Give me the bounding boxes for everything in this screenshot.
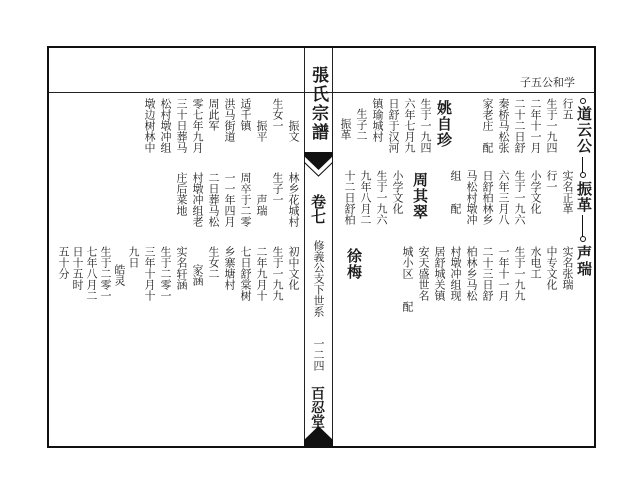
spine-title: 張氏宗譜	[308, 66, 328, 142]
shengrui-line-2: 中专文化	[545, 246, 558, 290]
spine-subtitle: 修義公支下世系	[312, 240, 325, 317]
left-upper-col-6: 周此军	[207, 98, 220, 131]
left-lower-col-7: 家涵	[191, 264, 204, 286]
left-lower-col-11: 九日	[127, 246, 140, 268]
left-upper-col-8: 三十日葬马	[175, 98, 188, 153]
zhenge-line-4: 生于一九六	[513, 170, 526, 225]
left-lower-col-8: 实名轩涵	[175, 246, 188, 290]
daoyun-line-6: 家老庄 配	[481, 98, 494, 153]
shengrui-line-4: 生于一九九	[513, 246, 526, 301]
left-mid-col-2: 生子一	[271, 172, 284, 205]
spine-volume: 卷七	[309, 194, 327, 224]
left-lower-col-1: 初中文化	[287, 246, 300, 290]
daoyun-line-3: 二年十一月	[529, 98, 542, 153]
daoyun-line-4: 二十二日舒	[513, 98, 526, 153]
zhouqicui-line-1: 小学文化	[391, 170, 404, 214]
left-lower-col-4: 七日舒棠树	[239, 246, 252, 301]
daoyun-line-1: 行五	[561, 98, 574, 120]
shengrui-line-9: 居舒城关镇	[433, 246, 446, 301]
person-name-zhenge: 振革	[575, 181, 593, 213]
shengrui-line-5: 一年十一月	[497, 246, 510, 301]
left-mid-col-5: 一一年四月	[223, 172, 236, 227]
left-upper-col-1: 振文	[287, 120, 300, 142]
yaozizhen-line-4: 镇瑜城村	[371, 98, 384, 142]
zhenge-line-5: 六年三月八	[497, 170, 510, 225]
shengrui-line-6: 二十三日舒	[481, 246, 494, 301]
person-name-daoyun: 道云公	[575, 106, 593, 154]
left-lower-col-12: 皓灵	[113, 264, 126, 286]
left-upper-col-10: 墩边树林中	[143, 98, 156, 153]
zhouqicui-line-3: 九年八月二	[359, 170, 372, 225]
yaozizhen-line-3: 日舒于汉河	[387, 98, 400, 153]
yaozizhen-line-2: 六年七月九	[403, 98, 416, 153]
spine-fishtail-top	[304, 152, 333, 186]
left-lower-col-9: 生于二零一	[159, 246, 172, 301]
left-lower-col-16: 五十分	[57, 246, 70, 279]
spine-right-line	[332, 48, 333, 446]
node-ring-zhenge	[580, 172, 586, 178]
shengrui-line-3: 水电工	[529, 246, 542, 279]
zhouqicui-line-2: 生于一九六	[375, 170, 388, 225]
daoyun-line-2: 生于一九四	[545, 98, 558, 153]
zhenge-line-8: 组 配	[449, 170, 462, 214]
spouse-name-yaozizhen: 姚自珍	[435, 100, 453, 148]
left-mid-col-4: 周卒于二零	[239, 172, 252, 227]
spouse-name-zhouqicui: 周其翠	[411, 172, 429, 220]
yaozizhen-line-1: 生于一九四	[419, 98, 432, 153]
left-upper-col-3: 振平	[255, 120, 268, 142]
spine-page-number: 一二四	[312, 338, 325, 371]
node-ring-shengrui	[580, 236, 586, 242]
shengrui-line-7: 柏林乡马松	[465, 246, 478, 301]
left-lower-col-10: 三年十月十	[143, 246, 156, 301]
zhouqicui-line-4: 十二日舒柏	[343, 170, 356, 225]
left-mid-col-8: 庄后菜地	[175, 172, 188, 216]
left-lower-col-6: 生女二	[207, 246, 220, 279]
spouse-name-xumei: 徐梅	[345, 248, 363, 280]
shengrui-line-10: 安天盛世名	[417, 246, 430, 301]
left-upper-col-7: 零七年九月	[191, 98, 204, 153]
shengrui-line-11: 城小区 配	[401, 246, 414, 312]
spine-hall-name: 百忍堂	[309, 386, 325, 428]
left-mid-col-3: 声瑞	[255, 194, 268, 216]
daoyun-line-5: 秦桥马松张	[497, 98, 510, 153]
yaozizhen-line-5: 生子二	[355, 108, 368, 141]
left-mid-col-7: 村墩冲组老	[191, 172, 204, 227]
left-lower-col-15: 日十五时	[71, 246, 84, 290]
zhenge-line-6: 日舒柏林乡	[481, 170, 494, 225]
left-upper-col-9: 松村墩冲组	[159, 98, 172, 153]
zhenge-line-2: 行一	[545, 170, 558, 192]
left-mid-col-6: 二日葬马松	[207, 172, 220, 227]
connector-zhenge-shengrui	[582, 215, 583, 237]
left-lower-col-14: 七年八月二	[85, 246, 98, 301]
zhenge-line-1: 实名正革	[561, 170, 574, 214]
shengrui-line-1: 实名张瑞	[561, 246, 574, 290]
person-name-shengrui: 声瑞	[575, 245, 593, 277]
spine-left-line	[304, 48, 305, 446]
left-upper-col-4: 适千镇	[239, 98, 252, 131]
left-mid-col-1: 林乡花城村	[287, 172, 300, 227]
node-ring-daoyun	[580, 98, 586, 104]
connector-daoyun-zhenge	[582, 157, 583, 173]
left-lower-col-13: 生于二零一	[99, 246, 112, 301]
left-lower-col-2: 生于一九九	[271, 246, 284, 301]
left-lower-col-3: 二年九月十	[255, 246, 268, 301]
left-upper-col-2: 生女一	[271, 98, 284, 131]
zhenge-line-7: 马松村墩冲	[465, 170, 478, 225]
shengrui-line-8: 村墩冲组现	[449, 246, 462, 301]
left-upper-col-5: 洪马街道	[223, 98, 236, 142]
yaozizhen-line-6: 振革	[339, 118, 352, 140]
zhenge-line-3: 小学文化	[529, 170, 542, 214]
right-page-header: 子五公和学	[520, 76, 575, 89]
left-lower-col-5: 乡寨塘村	[223, 246, 236, 290]
